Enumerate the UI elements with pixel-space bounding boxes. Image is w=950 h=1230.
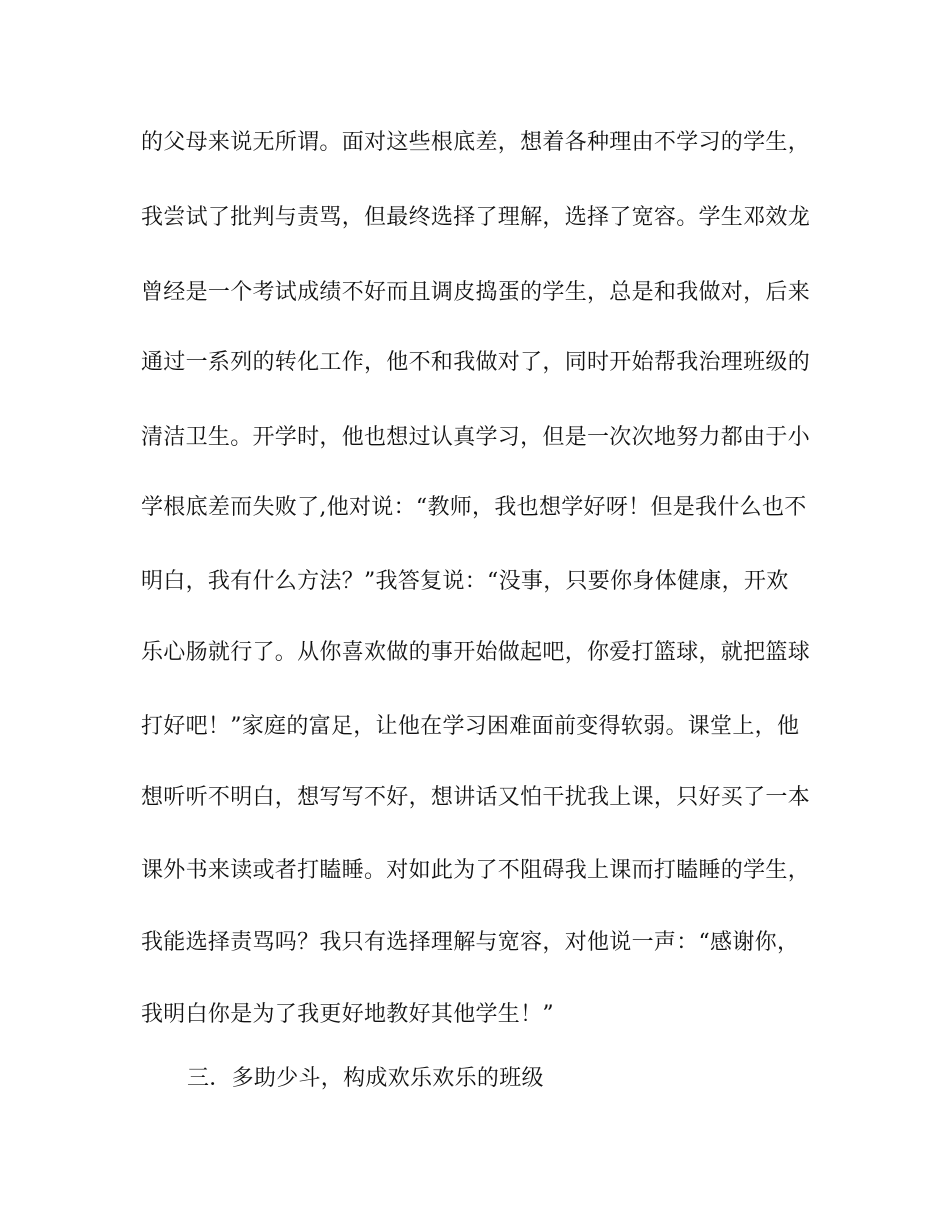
paragraph-line-8: 乐心肠就行了。从你喜欢做的事开始做起吧，你爱打篮球，就把篮球 [141, 640, 811, 665]
paragraph-line-13: 我明白你是为了我更好地教好其他学生！” [141, 1002, 554, 1027]
paragraph-line-12: 我能选择责骂吗？我只有选择理解与宽容，对他说一声：“感谢你， [141, 930, 800, 955]
paragraph-line-7: 明白，我有什么方法？”我答复说：“没事，只要你身体健康，开欢 [141, 569, 789, 594]
paragraph-line-2: 我尝试了批判与责骂，但最终选择了理解，选择了宽容。学生邓效龙 [141, 205, 811, 230]
section-heading: 三．多助少斗，构成欢乐欢乐的班级 [187, 1066, 544, 1091]
paragraph-line-9: 打好吧！”家庭的富足，让他在学习困难面前变得软弱。课堂上，他 [141, 714, 800, 739]
paragraph-line-3: 曾经是一个考试成绩不好而且调皮捣蛋的学生，总是和我做对，后来 [141, 280, 811, 305]
paragraph-line-11: 课外书来读或者打瞌睡。对如此为了不阻碍我上课而打瞌睡的学生， [141, 858, 811, 883]
paragraph-line-6: 学根底差而失败了,他对说：“教师，我也想学好呀！但是我什么也不 [141, 495, 807, 520]
paragraph-line-1: 的父母来说无所谓。面对这些根底差，想着各种理由不学习的学生， [141, 130, 811, 155]
paragraph-line-5: 清洁卫生。开学时，他也想过认真学习，但是一次次地努力都由于小 [141, 425, 811, 450]
paragraph-line-4: 通过一系列的转化工作，他不和我做对了，同时开始帮我治理班级的 [141, 350, 811, 375]
paragraph-line-10: 想听听不明白，想写写不好，想讲话又怕干扰我上课，只好买了一本 [141, 785, 811, 810]
